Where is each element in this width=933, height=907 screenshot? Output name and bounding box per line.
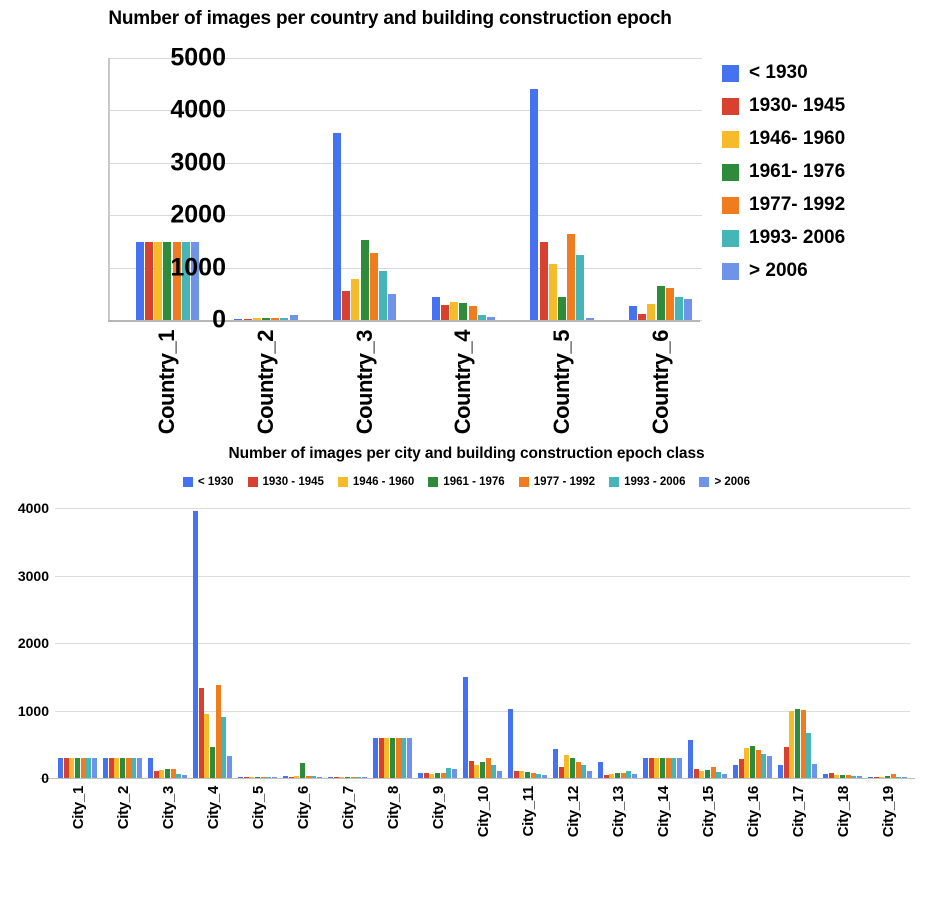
chart1-bar-group: [234, 58, 297, 320]
chart2-bar: [463, 677, 468, 778]
legend-swatch-icon: [722, 263, 739, 280]
chart2-bar: [221, 717, 226, 778]
chart2-bar: [227, 756, 232, 778]
legend-swatch-icon: [722, 197, 739, 214]
chart2-bar: [739, 759, 744, 778]
chart2-bar-group: [463, 508, 502, 778]
legend-swatch-icon: [609, 477, 619, 487]
chart2-bar: [778, 765, 783, 779]
chart2-x-axis-line: [40, 778, 915, 779]
chart2-bar-group: [373, 508, 412, 778]
chart2-legend-label: 1961 - 1976: [443, 476, 505, 488]
chart1-bar: [351, 279, 359, 320]
chart2-bar: [491, 765, 496, 778]
chart2-bar: [660, 758, 665, 778]
chart2-x-tick-label: City_14: [654, 786, 672, 838]
chart2-bar: [643, 758, 648, 778]
chart2-bar: [384, 738, 389, 779]
chart1-y-tick-label: 2000: [170, 200, 226, 229]
legend-swatch-icon: [722, 98, 739, 115]
chart2-bar: [508, 709, 513, 778]
chart2-bar: [806, 733, 811, 778]
chart2-bar: [109, 758, 114, 778]
chart2-legend-item: [248, 476, 324, 488]
chart2-x-tick-label: City_16: [744, 786, 762, 838]
chart1-legend-item: [722, 91, 922, 121]
chart2-bar: [553, 749, 558, 778]
chart1-legend-item: [722, 256, 922, 286]
chart2-bar: [767, 756, 772, 778]
chart2-plot-area: [55, 508, 910, 778]
chart2-bar: [165, 769, 170, 778]
chart2-bar-group: [103, 508, 142, 778]
legend-swatch-icon: [248, 477, 258, 487]
chart2-x-tick-label: City_2: [114, 786, 132, 830]
chart2-bar: [148, 758, 153, 778]
chart2-x-tick-label: City_19: [879, 786, 897, 838]
chart2-bar: [216, 685, 221, 778]
city-epoch-chart: [0, 432, 933, 907]
chart2-bar: [626, 771, 631, 778]
chart2-bar: [587, 771, 592, 778]
chart2-bar: [86, 758, 91, 778]
chart1-x-tick-label: Country_2: [253, 330, 278, 435]
chart2-bar-group: [148, 508, 187, 778]
chart2-bar: [452, 769, 457, 778]
chart2-legend-item: [428, 476, 504, 488]
chart2-bar: [474, 765, 479, 779]
chart2-bar: [120, 758, 125, 778]
chart1-bar: [432, 297, 440, 320]
chart2-bar: [75, 758, 80, 778]
chart2-bar: [58, 758, 63, 778]
chart1-bar: [666, 288, 674, 320]
chart2-bar-group: [688, 508, 727, 778]
chart2-bar: [789, 711, 794, 779]
chart1-y-tick-label: 3000: [170, 148, 226, 177]
chart1-bar: [469, 306, 477, 320]
chart1-bar: [370, 253, 378, 320]
chart2-bar: [733, 765, 738, 778]
chart1-y-tick-label: 0: [212, 305, 226, 334]
chart2-bar: [114, 758, 119, 778]
legend-swatch-icon: [722, 131, 739, 148]
chart1-bar: [459, 303, 467, 320]
chart2-x-tick-label: City_10: [474, 786, 492, 838]
chart2-bar: [677, 758, 682, 778]
chart2-bar: [812, 764, 817, 778]
chart2-bar-group: [868, 508, 907, 778]
chart2-bar-group: [238, 508, 277, 778]
chart2-bar: [446, 768, 451, 778]
chart1-bar: [629, 306, 637, 320]
chart1-bar-group: [333, 58, 396, 320]
chart1-bar-group: [432, 58, 495, 320]
chart1-legend-label: 1961- 1976: [749, 161, 846, 182]
chart2-bar: [396, 738, 401, 779]
legend-swatch-icon: [428, 477, 438, 487]
chart2-bar-group: [553, 508, 592, 778]
chart1-bar: [441, 305, 449, 320]
chart2-bar: [497, 771, 502, 778]
chart2-bar: [69, 758, 74, 778]
chart1-y-tick-label: 1000: [170, 253, 226, 282]
chart2-bar-group: [193, 508, 232, 778]
chart1-legend-item: [722, 190, 922, 220]
chart2-bar: [570, 758, 575, 778]
chart1-bar: [530, 89, 538, 320]
chart1-bar: [450, 302, 458, 320]
chart2-bar: [154, 771, 159, 778]
chart2-bar: [126, 758, 131, 778]
chart2-bar: [649, 758, 654, 778]
chart1-bar: [675, 297, 683, 320]
chart1-bar: [657, 286, 665, 320]
chart1-x-tick-label: Country_3: [351, 330, 377, 435]
chart2-bar-group: [778, 508, 817, 778]
chart2-bar: [81, 758, 86, 778]
chart2-legend-label: 1977 - 1992: [533, 476, 596, 488]
chart2-bar: [199, 688, 204, 778]
chart2-bar: [654, 758, 659, 778]
chart2-legend-item: [183, 476, 234, 488]
chart2-bar: [598, 762, 603, 778]
chart2-x-tick-label: City_4: [204, 786, 222, 830]
chart2-legend-label: 1946 - 1960: [352, 476, 415, 488]
chart2-x-tick-label: City_5: [249, 786, 267, 830]
chart2-bar: [204, 714, 209, 778]
chart1-legend-label: 1977- 1992: [749, 194, 846, 215]
chart2-bar: [401, 738, 406, 778]
legend-swatch-icon: [722, 164, 739, 181]
chart2-bar-group: [508, 508, 547, 778]
chart1-bar-group: [530, 58, 593, 320]
chart2-title: Number of images per city and building construction epoch class: [228, 445, 705, 462]
chart2-bar-group: [643, 508, 682, 778]
chart2-y-tick-label: 3000: [17, 567, 49, 584]
legend-swatch-icon: [338, 477, 348, 487]
chart2-x-tick-label: City_9: [429, 786, 447, 830]
chart2-bar: [469, 761, 474, 778]
chart2-x-tick-label: City_17: [789, 786, 807, 838]
chart1-x-tick-label: Country_5: [549, 330, 574, 435]
chart1-x-tick-label: Country_4: [450, 330, 476, 435]
chart1-bar: [379, 271, 387, 320]
chart2-bar: [64, 758, 69, 778]
chart2-y-tick-label: 2000: [17, 635, 49, 651]
chart2-bar: [564, 755, 569, 778]
chart2-legend-label: > 2006: [714, 476, 750, 488]
chart2-bar: [784, 747, 789, 778]
chart2-bar: [210, 747, 215, 778]
chart2-bar: [559, 767, 564, 778]
chart2-legend-item: [338, 476, 414, 488]
chart1-legend: [722, 58, 922, 289]
chart2-bar: [705, 770, 710, 778]
chart1-bar-group: [629, 58, 692, 320]
chart1-legend-item: [722, 58, 922, 88]
chart1-bar: [549, 264, 557, 320]
legend-swatch-icon: [519, 477, 529, 487]
chart1-bar: [567, 234, 575, 320]
chart1-bar: [333, 133, 341, 320]
chart2-legend-item: [609, 476, 685, 488]
chart1-legend-item: [722, 223, 922, 253]
chart2-bar: [671, 758, 676, 778]
chart2-x-tick-label: City_13: [609, 786, 627, 838]
chart1-x-tick-label: Country_1: [154, 330, 180, 435]
chart1-legend-label: 1993- 2006: [749, 227, 846, 248]
chart2-y-tick-label: 1000: [17, 702, 49, 719]
chart1-bar: [558, 297, 566, 320]
chart1-title: Number of images per country and building construction epoch: [108, 8, 672, 29]
chart1-bar: [576, 255, 584, 320]
chart2-legend-label: 1993 - 2006: [624, 476, 686, 488]
chart2-bar: [300, 763, 305, 778]
chart1-y-tick-label: 4000: [170, 95, 226, 124]
chart2-x-tick-label: City_1: [69, 786, 87, 830]
legend-swatch-icon: [183, 477, 193, 487]
chart2-bar: [694, 769, 699, 778]
chart2-bar: [795, 709, 800, 778]
chart2-bar: [159, 770, 164, 778]
chart2-bar: [514, 771, 519, 778]
chart2-legend: [0, 476, 933, 488]
chart2-bar: [131, 758, 136, 778]
chart2-bar: [519, 771, 524, 778]
chart2-x-tick-label: City_3: [159, 786, 177, 830]
chart2-y-tick-label: 0: [41, 770, 49, 786]
chart2-bar: [193, 511, 198, 778]
chart1-bar: [342, 291, 350, 320]
chart2-bar: [750, 746, 755, 778]
chart2-bar: [103, 758, 108, 778]
legend-swatch-icon: [722, 230, 739, 247]
chart2-y-tick-label: 4000: [17, 500, 49, 516]
chart2-x-tick-label: City_7: [339, 786, 357, 830]
chart2-bar-group: [823, 508, 862, 778]
chart2-bar: [666, 758, 671, 778]
chart2-bar: [756, 750, 761, 778]
chart2-bar: [480, 762, 485, 778]
chart1-bar: [540, 242, 548, 320]
chart2-bar: [744, 748, 749, 778]
chart2-bar-group: [58, 508, 97, 778]
chart2-bar: [711, 767, 716, 778]
chart2-bar: [137, 758, 142, 778]
legend-swatch-icon: [722, 65, 739, 82]
legend-swatch-icon: [699, 477, 709, 487]
chart2-bar: [171, 769, 176, 778]
chart2-bar: [699, 771, 704, 778]
chart1-legend-label: > 2006: [749, 260, 808, 281]
chart2-legend-item: [699, 476, 750, 488]
chart2-bar: [390, 738, 395, 779]
chart1-legend-label: 1930- 1945: [749, 95, 846, 116]
chart2-x-tick-label: City_6: [294, 786, 312, 830]
chart2-x-tick-label: City_18: [834, 786, 852, 838]
country-epoch-chart: [0, 0, 933, 435]
chart1-y-tick-label: 5000: [170, 43, 226, 72]
chart2-legend-item: [519, 476, 595, 488]
chart1-legend-label: 1946- 1960: [749, 128, 846, 149]
chart2-bar: [688, 740, 693, 778]
chart2-bar: [801, 710, 806, 778]
chart2-bar-group: [418, 508, 457, 778]
chart1-legend-item: [722, 157, 922, 187]
chart2-bar: [379, 738, 384, 778]
chart2-legend-label: 1930 - 1945: [262, 476, 324, 488]
chart2-bar-group: [733, 508, 772, 778]
chart2-x-tick-label: City_8: [384, 786, 402, 830]
chart1-bar: [647, 304, 655, 320]
chart2-bar: [407, 738, 412, 779]
chart2-bar: [581, 765, 586, 779]
chart1-bar: [388, 294, 396, 320]
chart2-x-tick-label: City_15: [699, 786, 717, 838]
chart2-legend-label: < 1930: [198, 476, 234, 488]
chart2-x-tick-label: City_11: [519, 786, 537, 837]
chart2-bar: [373, 738, 378, 779]
chart2-bar-group: [283, 508, 322, 778]
chart2-bar: [92, 758, 97, 778]
chart1-legend-label: < 1930: [749, 62, 808, 83]
chart1-legend-item: [722, 124, 922, 154]
chart1-x-tick-label: Country_6: [647, 330, 673, 435]
chart2-bar-group: [598, 508, 637, 778]
chart2-bar: [576, 762, 581, 778]
chart1-bar: [361, 240, 369, 320]
chart2-bar: [486, 758, 491, 778]
chart2-x-tick-label: City_12: [564, 786, 582, 838]
chart1-bar: [684, 299, 692, 320]
chart2-bar: [761, 754, 766, 778]
chart2-bar-group: [328, 508, 367, 778]
